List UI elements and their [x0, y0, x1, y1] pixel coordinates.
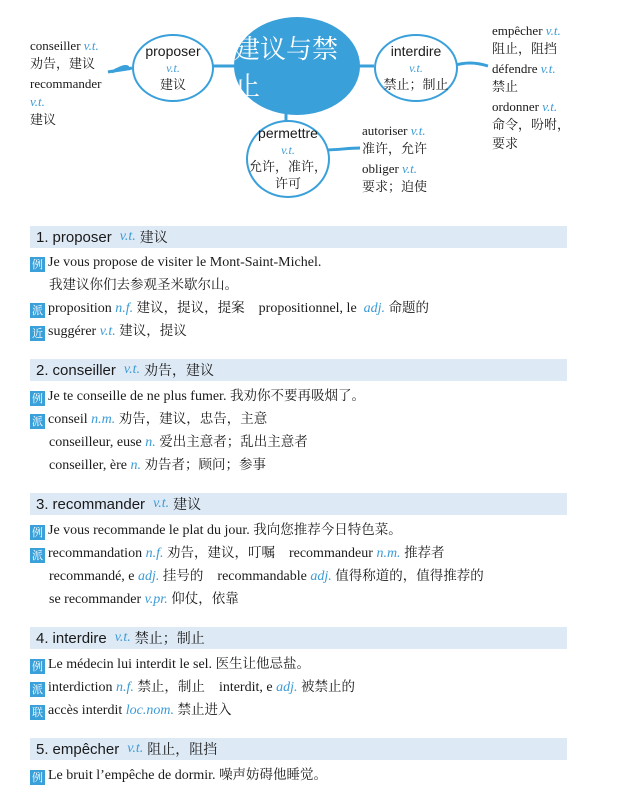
node-permettre-pos: v.t. — [281, 143, 295, 157]
derivative-pos: n.m. — [91, 412, 116, 427]
synonym-line — [30, 321, 187, 342]
example-tag-icon: 例 — [32, 258, 43, 271]
derivative-word: conseilleur, euse — [49, 435, 142, 450]
derivative-meaning: 劝告，建议，叮嘱 — [166, 545, 275, 561]
leaf-empecher-pos: v.t. — [545, 23, 561, 38]
leaf-autoriser — [362, 122, 427, 159]
related-word: accès interdit — [48, 703, 123, 718]
derivative-tag-icon: 派 — [32, 549, 43, 562]
derivative-word: proposition — [48, 301, 112, 316]
derivative-pos: n. — [130, 458, 141, 473]
node-interdire-meaning: 禁止；制止 — [383, 77, 449, 93]
derivative-meaning: 禁止，制止 — [137, 679, 205, 695]
node-interdire-pos: v.t. — [409, 60, 423, 75]
example-zh: 医生让他忌盐。 — [215, 656, 311, 672]
derivative-pos: adj. — [310, 569, 332, 584]
entry-header-interdire — [30, 627, 567, 649]
node-permettre — [246, 120, 330, 198]
synonym-meaning: 建议，提议 — [119, 323, 187, 339]
leaf-obliger — [362, 160, 427, 197]
derivative-pos: adj. — [276, 680, 298, 695]
node-proposer-pos: v.t. — [166, 60, 180, 75]
entry-word: conseiller — [52, 361, 116, 379]
example-translation — [49, 275, 238, 296]
node-proposer — [132, 34, 214, 102]
example-tag-icon: 例 — [32, 660, 43, 673]
leaf-recommander-meaning: 建议 — [30, 113, 57, 128]
derivative-tag-icon: 派 — [32, 415, 43, 428]
derivative-word: recommandation — [48, 546, 143, 561]
example-line — [30, 253, 321, 273]
leaf-ordonner-pos: v.t. — [542, 99, 558, 114]
entry-pos: v.t. — [153, 496, 170, 511]
leaf-conseiller — [30, 37, 99, 74]
entry-header-proposer — [30, 226, 567, 248]
node-permettre-meaning-2: 许可 — [274, 177, 301, 192]
example-line — [30, 765, 327, 786]
synonym-word: suggérer — [48, 324, 97, 339]
derivative-pos: n.m. — [376, 546, 401, 561]
leaf-conseiller-word: conseiller — [30, 38, 81, 53]
leaf-autoriser-pos: v.t. — [410, 123, 426, 138]
derivative-pos: adj. — [138, 569, 160, 584]
leaf-ordonner-meaning-1: 命令，吩咐， — [492, 118, 571, 133]
leaf-defendre-pos: v.t. — [540, 61, 556, 76]
derivative-word: recommandable — [217, 569, 307, 584]
entry-meaning: 建议 — [139, 230, 168, 246]
entry-word: recommander — [52, 495, 146, 513]
leaf-recommander-word: recommander — [30, 76, 102, 91]
example-tag-icon: 例 — [32, 771, 43, 784]
entry-number: 3. — [36, 495, 49, 513]
derivative-meaning: 被禁止的 — [300, 679, 355, 695]
derivative-line — [49, 432, 308, 453]
derivative-meaning: 挂号的 — [162, 568, 204, 584]
example-fr: Je vous propose de visiter le Mont-Saint-Michel. — [48, 255, 322, 270]
example-line — [30, 386, 365, 407]
example-zh: 我劝你不要再吸烟了。 — [229, 388, 365, 404]
derivative-meaning: 命题的 — [388, 300, 430, 316]
leaf-obliger-word: obliger — [362, 161, 399, 176]
derivative-word: interdiction — [48, 680, 113, 695]
derivative-word: conseiller, ère — [49, 458, 127, 473]
leaf-empecher-meaning: 阻止，阻挡 — [492, 42, 558, 57]
entry-pos: v.t. — [123, 362, 140, 377]
mindmap-center: 建议与禁止 — [234, 17, 360, 115]
derivative-word: interdit, e — [218, 680, 273, 695]
derivative-tag-icon: 派 — [32, 683, 43, 696]
leaf-obliger-meaning: 要求；迫使 — [362, 180, 428, 195]
derivative-pos: adj. — [363, 301, 386, 316]
derivative-meaning: 仰仗，依靠 — [171, 591, 239, 607]
derivative-meaning: 建议，提议，提案 — [136, 300, 245, 316]
derivative-line — [30, 298, 429, 319]
entry-header-recommander — [30, 493, 567, 515]
node-interdire — [374, 34, 458, 102]
leaf-defendre-meaning: 禁止 — [492, 80, 519, 95]
derivative-word: recommandeur — [288, 546, 373, 561]
leaf-ordonner-word: ordonner — [492, 99, 539, 114]
example-zh: 我建议你们去参观圣米歇尔山。 — [49, 277, 238, 293]
example-fr: Le médecin lui interdit le sel. — [48, 657, 213, 672]
leaf-defendre — [492, 60, 556, 97]
entry-pos: v.t. — [114, 630, 131, 645]
example-tag-icon: 例 — [32, 392, 43, 405]
derivative-line — [30, 677, 355, 698]
leaf-empecher — [492, 22, 561, 59]
example-line — [30, 654, 310, 675]
related-pos: loc.nom. — [125, 703, 174, 718]
leaf-obliger-pos: v.t. — [402, 161, 417, 176]
derivative-meaning: 劝告者；顾问；参事 — [144, 457, 266, 473]
leaf-conseiller-pos: v.t. — [83, 38, 99, 53]
derivative-line — [49, 455, 266, 476]
leaf-ordonner — [492, 98, 570, 154]
node-proposer-meaning: 建议 — [159, 77, 186, 93]
derivative-pos: n.f. — [115, 301, 134, 316]
entry-pos: v.t. — [119, 229, 136, 244]
entry-header-empecher — [30, 738, 567, 760]
derivative-word: propositionnel, le — [258, 301, 357, 316]
derivative-meaning: 值得称道的，值得推荐的 — [335, 568, 484, 584]
example-zh: 我向您推荐今日特色菜。 — [253, 522, 402, 538]
example-fr: Je te conseille de ne plus fumer. — [48, 389, 227, 404]
example-fr: Le bruit l’empêche de dormir. — [48, 768, 216, 783]
entry-number: 4. — [36, 629, 49, 647]
related-tag-icon: 联 — [32, 706, 43, 719]
derivative-word: recommandé, e — [49, 569, 135, 584]
entry-word: empêcher — [52, 740, 120, 758]
leaf-empecher-word: empêcher — [492, 23, 543, 38]
entry-meaning: 禁止；制止 — [134, 631, 205, 647]
example-line — [30, 520, 402, 541]
node-interdire-word: interdire — [390, 42, 442, 59]
entry-header-conseiller — [30, 359, 567, 381]
derivative-pos: n.f. — [116, 680, 134, 695]
entry-word: proposer — [52, 228, 112, 246]
entry-pos: v.t. — [127, 741, 144, 756]
node-permettre-meaning-1: 允许，准许， — [248, 160, 327, 175]
synonym-pos: v.t. — [99, 324, 116, 339]
entry-number: 2. — [36, 361, 49, 379]
derivative-pos: n.f. — [145, 546, 164, 561]
leaf-defendre-word: défendre — [492, 61, 538, 76]
derivative-meaning: 推荐者 — [404, 545, 445, 561]
derivative-line — [49, 566, 484, 587]
leaf-recommander-pos: v.t. — [30, 94, 45, 109]
derivative-word: se recommander — [49, 592, 142, 607]
derivative-meaning: 爱出主意者；乱出主意者 — [159, 434, 308, 450]
derivative-tag-icon: 派 — [32, 304, 43, 317]
example-fr: Je vous recommande le plat du jour. — [48, 523, 250, 538]
entry-meaning: 建议 — [173, 497, 202, 513]
entry-meaning: 阻止，阻挡 — [147, 742, 218, 758]
leaf-autoriser-word: autoriser — [362, 123, 408, 138]
derivative-line — [49, 589, 239, 610]
entry-word: interdire — [52, 629, 107, 647]
leaf-autoriser-meaning: 准许，允许 — [362, 142, 428, 157]
leaf-recommander — [30, 75, 101, 130]
entry-number: 1. — [36, 228, 49, 246]
related-meaning: 禁止进入 — [177, 702, 232, 718]
synonym-tag-icon: 近 — [32, 327, 43, 340]
entry-meaning: 劝告，建议 — [143, 363, 214, 379]
node-proposer-word: proposer — [145, 42, 201, 59]
leaf-ordonner-meaning-2: 要求 — [492, 137, 519, 152]
derivative-pos: v.pr. — [144, 592, 168, 607]
derivative-line — [30, 543, 445, 564]
leaf-conseiller-meaning: 劝告，建议 — [30, 57, 96, 72]
derivative-meaning: 劝告，建议，忠告，主意 — [118, 411, 268, 427]
related-line — [30, 700, 231, 721]
entry-number: 5. — [36, 740, 49, 758]
node-permettre-word: permettre — [258, 125, 318, 141]
derivative-word: conseil — [48, 412, 88, 427]
example-zh: 噪声妨碍他睡觉。 — [219, 767, 328, 783]
derivative-pos: n. — [145, 435, 156, 450]
derivative-line — [30, 409, 267, 430]
example-tag-icon: 例 — [32, 526, 43, 539]
